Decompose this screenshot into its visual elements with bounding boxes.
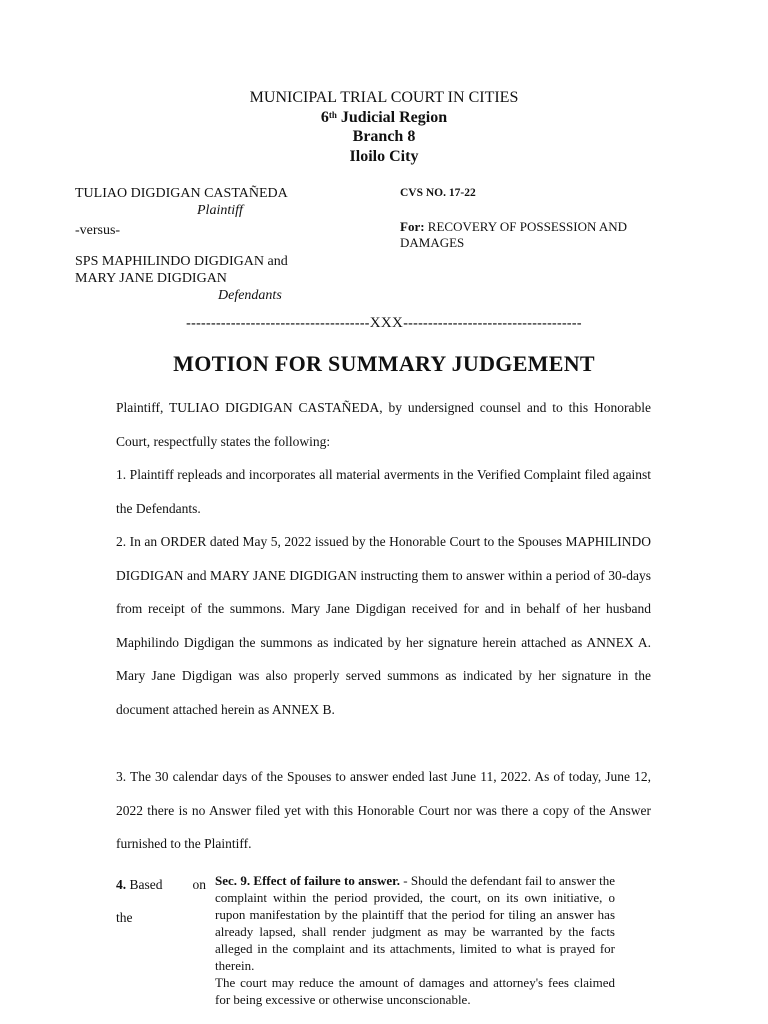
branch: Branch 8 — [352, 128, 416, 145]
defendants-label: Defendants — [218, 288, 282, 303]
court-header — [0, 88, 768, 166]
rule-heading: Sec. 9. Effect of failure to answer. — [215, 873, 400, 888]
versus: -versus- — [75, 223, 121, 238]
case-caption-details — [400, 185, 670, 251]
rule-text-2: The court may reduce the amount of damages and attorney's fees claimed for being excessive or otherwise unconscionable. — [215, 975, 615, 1007]
quoted-rule — [215, 872, 615, 1008]
judicial-region: 6th Judicial Region — [320, 108, 448, 126]
rule-text-1: - Should the defendant fail to answer the complaint within the period provided, the court, on its own initiative, o rupon manifestation by the plaintiff that the period for tiling an answer has already lapsed, shall render judgment as may be warranted by the facts alleged in the complaint and its attachments, limited to what is prayed for therein. — [215, 873, 615, 973]
case-caption-parties — [75, 185, 288, 304]
paragraph-2: 2. In an ORDER dated May 5, 2022 issued by the Honorable Court to the Spouses MAPHILINDO DIGDIGAN and MARY JANE DIGDIGAN instructing them to answer within a period of 30-days from receipt of the summons. Mary Jane Digdigan received for and in behalf of her husband Maphilindo Digdigan the summons as indicated by her signature herein attached as ANNEX A. Mary Jane Digdigan was also properly served summons as indicated by her signature in the document attached herein as ANNEX B. — [116, 534, 651, 717]
case-number: CVS NO. 17-22 — [400, 187, 476, 199]
plaintiff-name: TULIAO DIGDIGAN CASTAÑEDA — [75, 186, 288, 201]
caption-divider: -------------------------------------XXX------------------------------------ — [186, 315, 582, 331]
defendants-line-2: MARY JANE DIGDIGAN — [75, 271, 227, 286]
intro-paragraph: Plaintiff, TULIAO DIGDIGAN CASTAÑEDA, by undersigned counsel and to this Honorable Court, respectfully states the following: — [116, 400, 651, 449]
paragraph-3: 3. The 30 calendar days of the Spouses to answer ended last June 11, 2022. As of today, June 12, 2022 there is no Answer filed yet with this Honorable Court nor was there a copy of the Answer furnished to the Plaintiff. — [116, 769, 651, 851]
document-title: MOTION FOR SUMMARY JUDGEMENT — [173, 351, 595, 376]
case-nature: For: RECOVERY OF POSSESSION AND DAMAGES — [400, 219, 628, 250]
city: Iloilo City — [349, 147, 419, 165]
defendants-line-1: SPS MAPHILINDO DIGDIGAN and — [75, 254, 288, 269]
paragraph-1: 1. Plaintiff repleads and incorporates all material averments in the Verified Complaint filed against the Defendants. — [116, 467, 651, 516]
plaintiff-label: Plaintiff — [197, 203, 243, 218]
paragraph-4-lead: 4. Based on the — [116, 877, 206, 925]
court-name: MUNICIPAL TRIAL COURT IN CITIES — [249, 89, 519, 106]
